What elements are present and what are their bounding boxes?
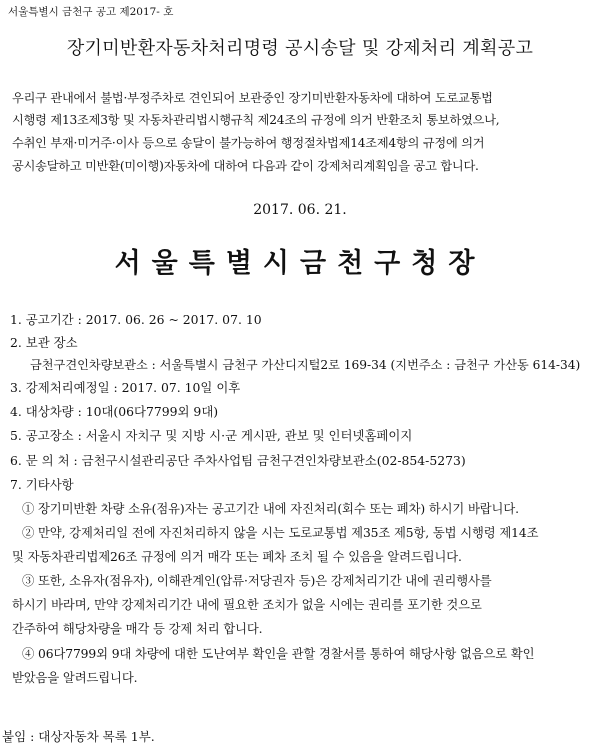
attachment-note: 붙임 : 대상자동차 목록 1부. bbox=[2, 729, 155, 744]
note-3-line-1: ③ 또한, 소유자(점유자), 이해관계인(압류·저당권자 등)은 강제처리기간 내에 권리행사를 bbox=[22, 574, 492, 588]
issuing-agency: 서울특별시금천구청장 bbox=[114, 248, 486, 279]
note-2-line-2: 및 자동차관리법제26조 규정에 의거 매각 또는 폐차 조치 될 수 있음을 알려드립니다. bbox=[12, 550, 462, 564]
intro-line-1: 우리구 관내에서 불법·부정주차로 견인되어 보관중인 장기미반환자동차에 대하여 도로교통법 bbox=[12, 91, 493, 105]
intro-line-2: 시행령 제13조제3항 및 자동차관리법시행규칙 제24조의 규정에 의거 반환조치 통보하였으나, bbox=[12, 113, 500, 127]
notice-number: 서울특별시 금천구 공고 제2017- 호 bbox=[8, 6, 174, 18]
note-3-line-2: 하시기 바라며, 만약 강제처리기간 내에 필요한 조치가 없을 시에는 권리를 포기한 것으로 bbox=[12, 598, 482, 612]
item-storage-location: 2. 보관 장소 bbox=[10, 335, 78, 350]
item-other-matters: 7. 기타사항 bbox=[10, 477, 74, 492]
notice-date: 2017. 06. 21. bbox=[253, 202, 347, 218]
item-notice-places: 5. 공고장소 : 서울시 자치구 및 지방 시·군 게시판, 관보 및 인터넷홈페이지 bbox=[10, 428, 413, 443]
note-2-line-1: ② 만약, 강제처리일 전에 자진처리하지 않을 시는 도로교통법 제35조 제5항, 동법 시행령 제14조 bbox=[22, 526, 539, 540]
item-target-vehicles: 4. 대상차량 : 10대(06다7799외 9대) bbox=[10, 404, 219, 419]
document-title: 장기미반환자동차처리명령 공시송달 및 강제처리 계획공고 bbox=[66, 38, 534, 59]
item-contact: 6. 문 의 처 : 금천구시설관리공단 주차사업팀 금천구견인차량보관소(02-854-5273) bbox=[10, 453, 466, 468]
note-4-line-1: ④ 06다7799외 9대 차량에 대한 도난여부 확인을 관할 경찰서를 통하여 해당사항 없음으로 확인 bbox=[22, 647, 535, 661]
note-1: ① 장기미반환 차량 소유(점유)자는 공고기간 내에 자진처리(회수 또는 폐차) 하시기 바랍니다. bbox=[22, 502, 519, 516]
note-3-line-3: 간주하여 해당차량을 매각 등 강제 처리 합니다. bbox=[12, 622, 263, 636]
item-notice-period: 1. 공고기간 : 2017. 06. 26 ~ 2017. 07. 10 bbox=[10, 312, 262, 327]
storage-location-address: 금천구견인차량보관소 : 서울특별시 금천구 가산디지털2로 169-34 (지번주소 : 금천구 가산동 614-34) bbox=[30, 358, 581, 372]
intro-line-4: 공시송달하고 미반환(미이행)자동차에 대하여 다음과 같이 강제처리계획임을 공고 합니다. bbox=[12, 159, 479, 173]
note-4-line-2: 받았음을 알려드립니다. bbox=[12, 671, 138, 685]
intro-line-3: 수취인 부재·미거주·이사 등으로 송달이 불가능하여 행정절차법제14조제4항의 규정에 의거 bbox=[12, 136, 485, 150]
item-enforcement-date: 3. 강제처리예정일 : 2017. 07. 10일 이후 bbox=[10, 380, 241, 395]
